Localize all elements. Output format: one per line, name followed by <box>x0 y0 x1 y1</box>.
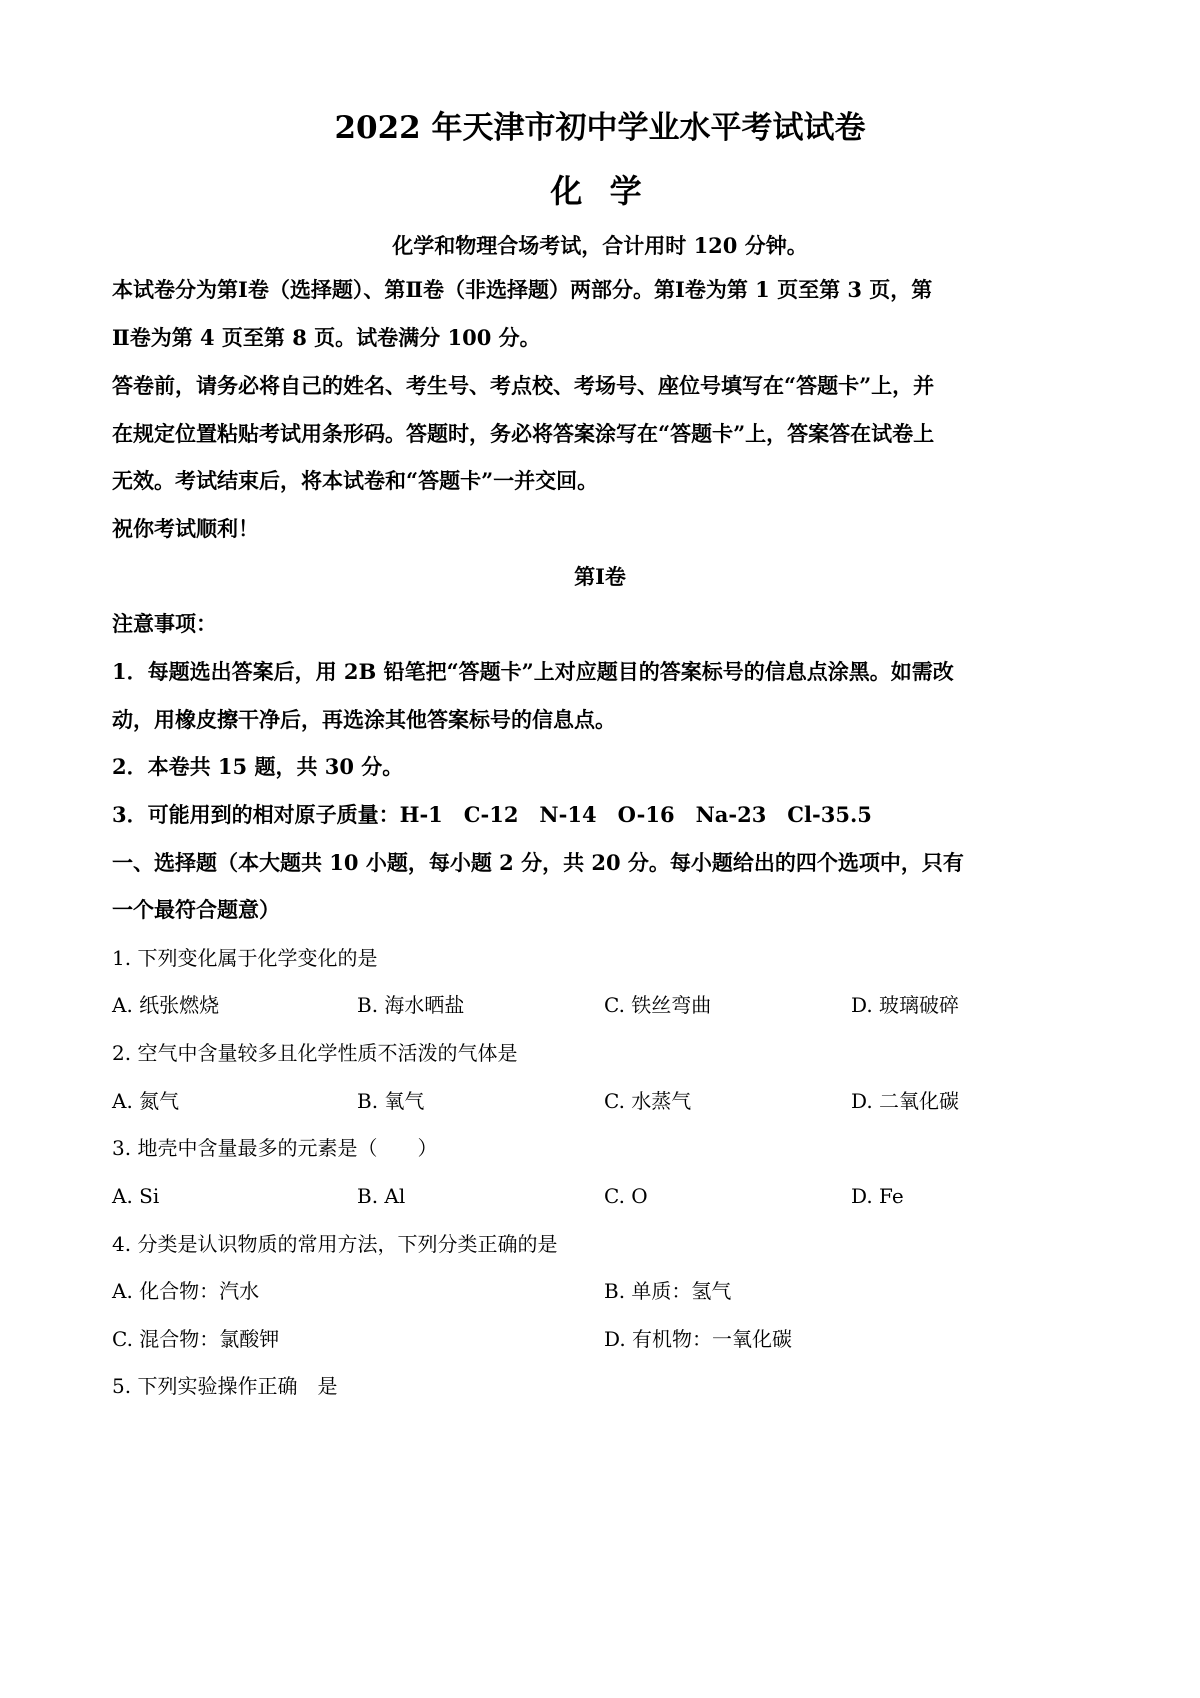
question-2-stem: 2. 空气中含量较多且化学性质不活泼的气体是 <box>112 1041 518 1065</box>
exam-subtitle: 化学和物理合场考试，合计用时 120 分钟。 <box>392 233 808 258</box>
question-3-option-a: A. Si <box>112 1184 160 1208</box>
notes-title: 注意事项： <box>112 611 217 636</box>
subject-title: 化 学 <box>550 172 650 210</box>
intro-line-6: 祝你考试顺利！ <box>112 516 259 541</box>
question-4-option-a: A. 化合物：汽水 <box>112 1279 260 1303</box>
question-1-stem: 1. 下列变化属于化学变化的是 <box>112 946 378 970</box>
question-5-stem: 5. 下列实验操作正确 是 <box>112 1374 338 1398</box>
question-1-option-c: C. 铁丝弯曲 <box>604 993 712 1017</box>
intro-line-4: 在规定位置粘贴考试用条形码。答题时，务必将答案涂写在“答题卡”上，答案答在试卷上 <box>112 421 935 446</box>
intro-line-2: Ⅱ卷为第 4 页至第 8 页。试卷满分 100 分。 <box>112 325 541 350</box>
question-3-stem: 3. 地壳中含量最多的元素是（ ） <box>112 1136 438 1160</box>
section-title-line-2: 一个最符合题意） <box>112 897 280 922</box>
note-line-3: 2．本卷共 15 题，共 30 分。 <box>112 754 404 779</box>
section-title-line-1: 一、选择题（本大题共 10 小题，每小题 2 分，共 20 分。每小题给出的四个选项中，只有 <box>112 850 964 875</box>
question-4-stem: 4. 分类是认识物质的常用方法，下列分类正确的是 <box>112 1232 558 1256</box>
question-4-option-d: D. 有机物：一氧化碳 <box>604 1327 793 1351</box>
note-line-4: 3．可能用到的相对原子质量：H-1 C-12 N-14 O-16 Na-23 Cl-35.5 <box>112 802 872 827</box>
question-4-option-c: C. 混合物：氯酸钾 <box>112 1327 280 1351</box>
question-2-option-b: B. 氧气 <box>357 1089 425 1113</box>
question-1-option-d: D. 玻璃破碎 <box>851 993 960 1017</box>
note-line-2: 动，用橡皮擦干净后，再选涂其他答案标号的信息点。 <box>112 707 616 732</box>
intro-line-5: 无效。考试结束后，将本试卷和“答题卡”一并交回。 <box>112 468 599 493</box>
question-4-option-b: B. 单质：氢气 <box>604 1279 732 1303</box>
question-3-option-c: C. O <box>604 1184 648 1208</box>
question-2-option-c: C. 水蒸气 <box>604 1089 692 1113</box>
question-2-option-d: D. 二氧化碳 <box>851 1089 960 1113</box>
exam-title: 2022 年天津市初中学业水平考试试卷 <box>334 110 866 146</box>
question-2-option-a: A. 氮气 <box>112 1089 180 1113</box>
note-line-1: 1．每题选出答案后，用 2B 铅笔把“答题卡”上对应题目的答案标号的信息点涂黑。如需改 <box>112 659 954 684</box>
question-3-option-b: B. Al <box>357 1184 406 1208</box>
intro-line-1: 本试卷分为第Ⅰ卷（选择题）、第Ⅱ卷（非选择题）两部分。第Ⅰ卷为第 1 页至第 3 页，第 <box>112 277 933 302</box>
part1-heading: 第Ⅰ卷 <box>574 564 626 589</box>
intro-line-3: 答卷前，请务必将自己的姓名、考生号、考点校、考场号、座位号填写在“答题卡”上，并 <box>112 373 935 398</box>
question-3-option-d: D. Fe <box>851 1184 904 1208</box>
question-1-option-a: A. 纸张燃烧 <box>112 993 220 1017</box>
question-1-option-b: B. 海水晒盐 <box>357 993 465 1017</box>
